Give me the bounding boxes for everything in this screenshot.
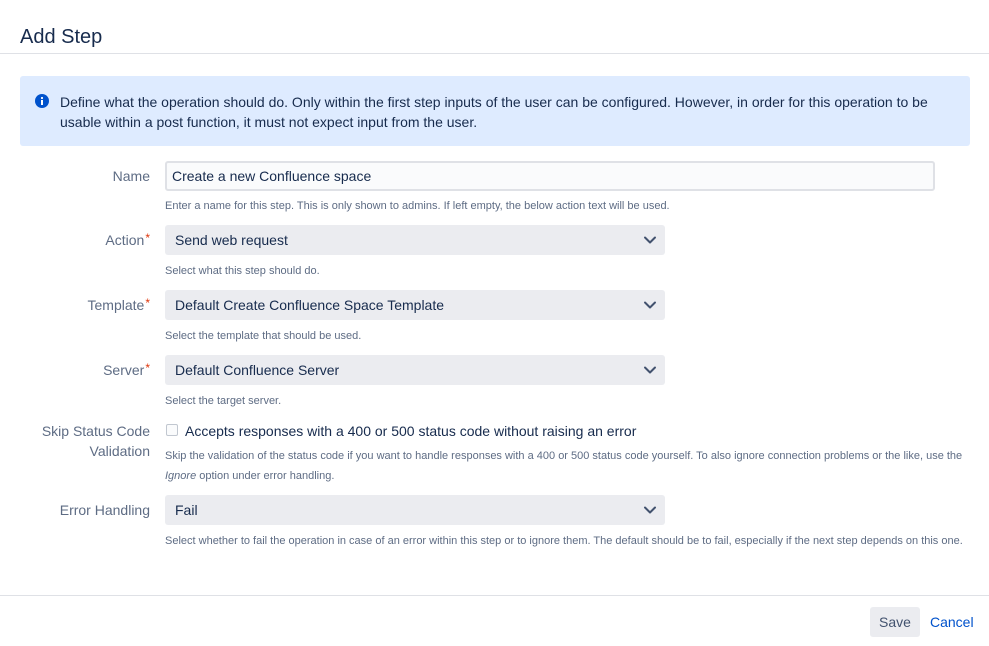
dialog-title: Add Step	[20, 26, 103, 48]
name-input[interactable]	[165, 161, 935, 191]
chevron-down-icon	[643, 503, 657, 517]
template-label-text: Template	[87, 297, 145, 313]
required-marker: *	[145, 361, 150, 375]
info-message	[20, 76, 970, 146]
required-marker: *	[145, 231, 150, 245]
error-handling-select[interactable]	[165, 495, 665, 525]
name-help: Enter a name for this step. This is only shown to admins. If left empty, the below action text will be used.	[165, 200, 670, 212]
server-select-value: Default Confluence Server	[175, 362, 340, 378]
skip-status-checkbox-label[interactable]: Accepts responses with a 400 or 500 status code without raising an error	[185, 423, 637, 439]
skip-status-help-emphasis: Ignore	[165, 470, 197, 482]
server-label	[103, 360, 150, 381]
server-select[interactable]	[165, 355, 665, 385]
cancel-link[interactable]: Cancel	[930, 614, 974, 630]
dialog-footer-divider	[0, 595, 989, 596]
skip-status-help-prefix: Skip the validation of the status code if you want to handle responses with a 400 or 500 status code yourself. To also ignore connection problems or the like, use the	[165, 450, 963, 462]
skip-status-checkbox[interactable]	[166, 424, 178, 436]
info-icon	[35, 94, 49, 108]
skip-status-help	[165, 446, 965, 486]
chevron-down-icon	[643, 233, 657, 247]
action-label	[105, 230, 150, 251]
info-text: Define what the operation should do. Only within the first step inputs of the user can be configured. However, in order for this operation to be usable within a post function, it must not expect input from the user.	[60, 94, 928, 130]
skip-status-help-suffix: option under error handling.	[199, 470, 335, 482]
action-label-text: Action	[105, 232, 145, 248]
name-label: Name	[112, 168, 150, 184]
required-marker: *	[145, 296, 150, 310]
error-handling-select-value: Fail	[175, 502, 198, 518]
skip-status-label: Skip Status Code Validation	[41, 423, 150, 459]
chevron-down-icon	[643, 298, 657, 312]
action-select[interactable]	[165, 225, 665, 255]
dialog-header	[0, 0, 989, 54]
template-label	[88, 295, 150, 316]
chevron-down-icon	[643, 363, 657, 377]
error-handling-help: Select whether to fail the operation in case of an error within this step or to ignore them. The default should be to fail, especially if the next step depends on this one.	[165, 535, 963, 547]
error-handling-label: Error Handling	[59, 502, 150, 518]
action-select-value: Send web request	[175, 232, 288, 248]
save-button[interactable]: Save	[870, 607, 920, 637]
template-select-value: Default Create Confluence Space Template	[175, 297, 445, 313]
server-label-text: Server	[103, 362, 145, 378]
action-help: Select what this step should do.	[165, 265, 320, 277]
template-select[interactable]	[165, 290, 665, 320]
template-help: Select the template that should be used.	[165, 330, 362, 342]
server-help: Select the target server.	[165, 395, 282, 407]
